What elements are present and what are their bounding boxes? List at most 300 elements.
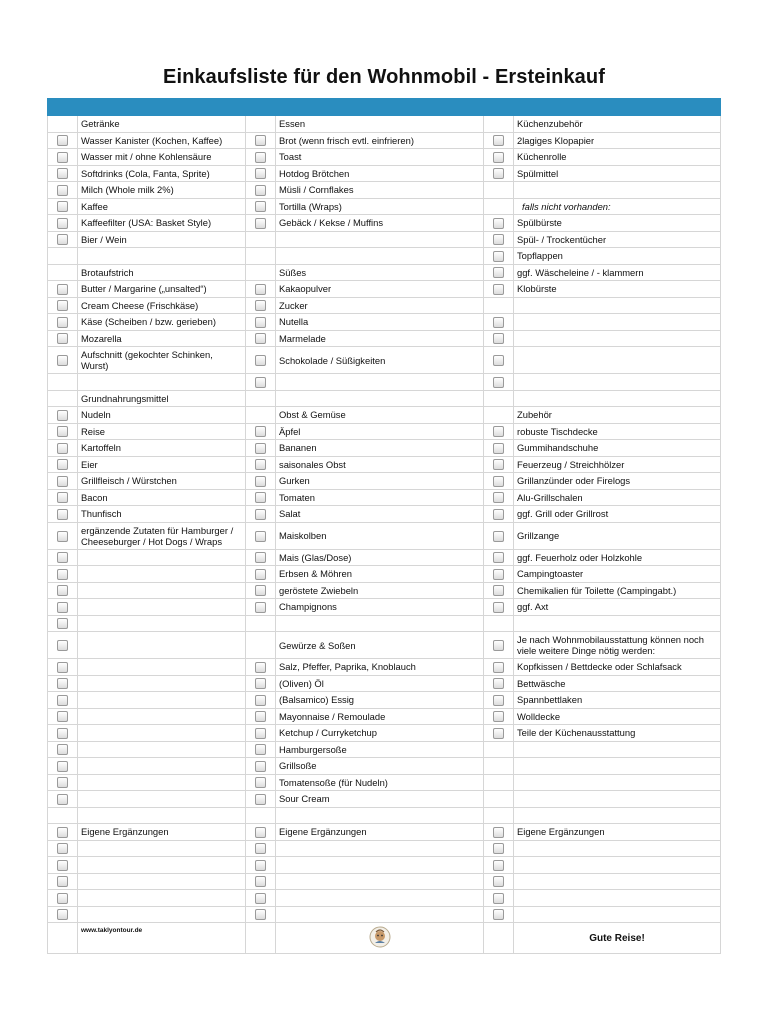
- closing-text: Gute Reise!: [514, 923, 721, 954]
- checkbox-cell: [48, 906, 78, 923]
- item-checkbox[interactable]: [493, 135, 504, 146]
- item-checkbox[interactable]: [57, 201, 68, 212]
- table-row: [48, 248, 721, 265]
- item-label: [78, 675, 246, 692]
- item-checkbox[interactable]: [57, 843, 68, 854]
- item-checkbox[interactable]: [57, 317, 68, 328]
- table-row: [48, 215, 721, 232]
- item-checkbox[interactable]: [255, 662, 266, 673]
- item-label: [276, 374, 484, 391]
- table-row: [48, 615, 721, 632]
- checkbox-cell: [484, 807, 514, 824]
- item-checkbox[interactable]: [57, 678, 68, 689]
- item-checkbox[interactable]: [57, 794, 68, 805]
- item-checkbox[interactable]: [255, 728, 266, 739]
- item-checkbox[interactable]: [255, 476, 266, 487]
- footer-cell: [48, 923, 78, 954]
- checkbox-cell: [484, 489, 514, 506]
- item-checkbox[interactable]: [493, 531, 504, 542]
- table-row: [48, 675, 721, 692]
- checkbox-cell: [246, 456, 276, 473]
- checkbox-cell: [48, 522, 78, 549]
- table-row: [48, 906, 721, 923]
- item-checkbox[interactable]: [255, 201, 266, 212]
- item-checkbox[interactable]: [57, 300, 68, 311]
- item-label: [514, 807, 721, 824]
- item-label: Feuerzeug / Streichhölzer: [514, 456, 721, 473]
- item-checkbox[interactable]: [57, 492, 68, 503]
- item-label: [78, 659, 246, 676]
- item-checkbox[interactable]: [57, 893, 68, 904]
- item-checkbox[interactable]: [255, 492, 266, 503]
- item-label: Campingtoaster: [514, 566, 721, 583]
- checkbox-cell: [246, 599, 276, 616]
- checkbox-cell: [484, 840, 514, 857]
- item-label: Milch (Whole milk 2%): [78, 182, 246, 199]
- item-label: Wasser mit / ohne Kohlensäure: [78, 149, 246, 166]
- item-label: Gummihandschuhe: [514, 440, 721, 457]
- item-checkbox[interactable]: [255, 377, 266, 388]
- checkbox-cell: [484, 599, 514, 616]
- item-checkbox[interactable]: [493, 711, 504, 722]
- item-label: [514, 774, 721, 791]
- item-label: Thunfisch: [78, 506, 246, 523]
- item-label: Kartoffeln: [78, 440, 246, 457]
- item-checkbox[interactable]: [57, 135, 68, 146]
- item-checkbox[interactable]: [57, 333, 68, 344]
- checkbox-cell: [246, 407, 276, 424]
- item-checkbox[interactable]: [255, 569, 266, 580]
- item-checkbox[interactable]: [255, 794, 266, 805]
- item-checkbox[interactable]: [493, 251, 504, 262]
- item-checkbox[interactable]: [255, 761, 266, 772]
- table-row: [48, 314, 721, 331]
- item-label: Hamburgersoße: [276, 741, 484, 758]
- item-checkbox[interactable]: [493, 443, 504, 454]
- table-row: [48, 549, 721, 566]
- checkbox-cell: [48, 281, 78, 298]
- checkbox-cell: [48, 165, 78, 182]
- item-checkbox[interactable]: [57, 585, 68, 596]
- item-checkbox[interactable]: [493, 234, 504, 245]
- item-checkbox[interactable]: [255, 843, 266, 854]
- footer-cell: [246, 923, 276, 954]
- item-checkbox[interactable]: [57, 476, 68, 487]
- footer-row: [48, 923, 721, 954]
- item-label: Bananen: [276, 440, 484, 457]
- checkbox-cell: [48, 374, 78, 391]
- checkbox-cell: [48, 615, 78, 632]
- item-checkbox[interactable]: [255, 333, 266, 344]
- item-checkbox[interactable]: [57, 909, 68, 920]
- checkbox-cell: [48, 116, 78, 133]
- checkbox-cell: [246, 198, 276, 215]
- checkbox-cell: [246, 615, 276, 632]
- table-row: [48, 132, 721, 149]
- checkbox-cell: [484, 456, 514, 473]
- item-label: Essen: [276, 116, 484, 133]
- item-checkbox[interactable]: [493, 377, 504, 388]
- item-checkbox[interactable]: [57, 662, 68, 673]
- table-row: [48, 890, 721, 907]
- item-label: [78, 549, 246, 566]
- item-label: Chemikalien für Toilette (Campingabt.): [514, 582, 721, 599]
- item-checkbox[interactable]: [255, 909, 266, 920]
- checkbox-cell: [246, 231, 276, 248]
- item-checkbox[interactable]: [493, 426, 504, 437]
- page-title: Einkaufsliste für den Wohnmobil - Ersteinkauf: [163, 66, 605, 88]
- item-label: [78, 774, 246, 791]
- item-label: robuste Tischdecke: [514, 423, 721, 440]
- checkbox-cell: [48, 840, 78, 857]
- item-checkbox[interactable]: [493, 509, 504, 520]
- item-checkbox[interactable]: [255, 300, 266, 311]
- item-checkbox[interactable]: [493, 695, 504, 706]
- header-cell: [78, 99, 246, 116]
- item-label: [276, 906, 484, 923]
- checkbox-cell: [246, 708, 276, 725]
- item-checkbox[interactable]: [255, 678, 266, 689]
- item-label: ggf. Axt: [514, 599, 721, 616]
- item-label: [78, 906, 246, 923]
- checkbox-cell: [48, 248, 78, 265]
- item-label: Obst & Gemüse: [276, 407, 484, 424]
- checkbox-cell: [48, 725, 78, 742]
- item-label: geröstete Zwiebeln: [276, 582, 484, 599]
- checkbox-cell: [484, 248, 514, 265]
- checkbox-cell: [48, 264, 78, 281]
- item-checkbox[interactable]: [493, 640, 504, 651]
- item-checkbox[interactable]: [493, 492, 504, 503]
- item-label: Schokolade / Süßigkeiten: [276, 347, 484, 374]
- checkbox-cell: [484, 758, 514, 775]
- table-row: [48, 456, 721, 473]
- item-label: [78, 873, 246, 890]
- item-label: [514, 347, 721, 374]
- item-label: [514, 741, 721, 758]
- item-label: Aufschnitt (gekochter Schinken, Wurst): [78, 347, 246, 374]
- item-label: Softdrinks (Cola, Fanta, Sprite): [78, 165, 246, 182]
- item-checkbox[interactable]: [255, 317, 266, 328]
- checkbox-cell: [48, 506, 78, 523]
- checkbox-cell: [484, 132, 514, 149]
- item-checkbox[interactable]: [255, 284, 266, 295]
- checkbox-cell: [246, 857, 276, 874]
- table-row: [48, 692, 721, 709]
- item-checkbox[interactable]: [255, 355, 266, 366]
- item-checkbox[interactable]: [57, 531, 68, 542]
- item-checkbox[interactable]: [493, 602, 504, 613]
- item-checkbox[interactable]: [57, 569, 68, 580]
- item-checkbox[interactable]: [255, 531, 266, 542]
- checkbox-cell: [484, 582, 514, 599]
- item-label: [514, 906, 721, 923]
- item-checkbox[interactable]: [493, 662, 504, 673]
- item-label: [276, 840, 484, 857]
- item-checkbox[interactable]: [255, 827, 266, 838]
- checkbox-cell: [484, 506, 514, 523]
- checkbox-cell: [246, 824, 276, 841]
- checkbox-cell: [48, 423, 78, 440]
- checkbox-cell: [246, 440, 276, 457]
- item-checkbox[interactable]: [57, 711, 68, 722]
- item-label: Spül- / Trockentücher: [514, 231, 721, 248]
- table-row: [48, 774, 721, 791]
- item-label: Äpfel: [276, 423, 484, 440]
- item-label: [78, 374, 246, 391]
- checkbox-cell: [484, 725, 514, 742]
- checkbox-cell: [484, 440, 514, 457]
- checkbox-cell: [484, 873, 514, 890]
- table-row: [48, 198, 721, 215]
- taklyontour-logo-icon: [369, 926, 391, 948]
- item-checkbox[interactable]: [255, 135, 266, 146]
- item-label: Nudeln: [78, 407, 246, 424]
- item-label: Tomatensoße (für Nudeln): [276, 774, 484, 791]
- item-label: Wolldecke: [514, 708, 721, 725]
- item-checkbox[interactable]: [493, 728, 504, 739]
- checkbox-cell: [246, 215, 276, 232]
- item-checkbox[interactable]: [255, 711, 266, 722]
- item-label: [78, 758, 246, 775]
- item-checkbox[interactable]: [255, 426, 266, 437]
- checkbox-cell: [484, 264, 514, 281]
- item-checkbox[interactable]: [493, 569, 504, 580]
- website-url: www.taklyontour.de: [78, 923, 246, 954]
- item-checkbox[interactable]: [57, 218, 68, 229]
- item-label: Alu-Grillschalen: [514, 489, 721, 506]
- table-row: [48, 659, 721, 676]
- item-checkbox[interactable]: [493, 552, 504, 563]
- item-checkbox[interactable]: [57, 744, 68, 755]
- item-checkbox[interactable]: [255, 585, 266, 596]
- checkbox-cell: [484, 659, 514, 676]
- item-checkbox[interactable]: [57, 284, 68, 295]
- item-label: Mozarella: [78, 330, 246, 347]
- item-checkbox[interactable]: [57, 876, 68, 887]
- item-label: Kopfkissen / Bettdecke oder Schlafsack: [514, 659, 721, 676]
- checkbox-cell: [48, 890, 78, 907]
- item-label: Brot (wenn frisch evtl. einfrieren): [276, 132, 484, 149]
- checkbox-cell: [484, 281, 514, 298]
- item-checkbox[interactable]: [255, 218, 266, 229]
- table-row: [48, 231, 721, 248]
- header-cell: [514, 99, 721, 116]
- item-label: Grillanzünder oder Firelogs: [514, 473, 721, 490]
- item-checkbox[interactable]: [57, 827, 68, 838]
- checkbox-cell: [246, 489, 276, 506]
- checkbox-cell: [484, 374, 514, 391]
- checkbox-cell: [246, 890, 276, 907]
- item-checkbox[interactable]: [255, 168, 266, 179]
- item-label: [514, 182, 721, 199]
- item-checkbox[interactable]: [255, 185, 266, 196]
- checkbox-cell: [48, 632, 78, 659]
- item-checkbox[interactable]: [255, 777, 266, 788]
- item-label: Cream Cheese (Frischkäse): [78, 297, 246, 314]
- item-checkbox[interactable]: [57, 640, 68, 651]
- table-row: [48, 423, 721, 440]
- table-row: [48, 297, 721, 314]
- checkbox-cell: [484, 297, 514, 314]
- item-checkbox[interactable]: [255, 893, 266, 904]
- item-checkbox[interactable]: [493, 218, 504, 229]
- item-checkbox[interactable]: [57, 509, 68, 520]
- item-checkbox[interactable]: [57, 443, 68, 454]
- item-label: [78, 692, 246, 709]
- table-row: [48, 473, 721, 490]
- item-checkbox[interactable]: [57, 618, 68, 629]
- checkbox-cell: [48, 198, 78, 215]
- item-checkbox[interactable]: [493, 333, 504, 344]
- item-checkbox[interactable]: [493, 860, 504, 871]
- item-label: [276, 857, 484, 874]
- item-label: Tortilla (Wraps): [276, 198, 484, 215]
- item-label: [514, 857, 721, 874]
- item-checkbox[interactable]: [57, 602, 68, 613]
- item-checkbox[interactable]: [493, 843, 504, 854]
- item-label: Küchenzubehör: [514, 116, 721, 133]
- item-checkbox[interactable]: [255, 509, 266, 520]
- checkbox-cell: [48, 857, 78, 874]
- item-label: Wasser Kanister (Kochen, Kaffee): [78, 132, 246, 149]
- item-label: ergänzende Zutaten für Hamburger / Cheeseburger / Hot Dogs / Wraps: [78, 522, 246, 549]
- item-label: Sour Cream: [276, 791, 484, 808]
- checkbox-cell: [246, 165, 276, 182]
- table-row: [48, 566, 721, 583]
- checkbox-cell: [48, 566, 78, 583]
- table-row: [48, 741, 721, 758]
- shopping-list-body: [48, 99, 721, 923]
- item-checkbox[interactable]: [57, 459, 68, 470]
- item-checkbox[interactable]: [255, 459, 266, 470]
- item-label: [78, 741, 246, 758]
- item-checkbox[interactable]: [57, 355, 68, 366]
- item-checkbox[interactable]: [57, 234, 68, 245]
- item-checkbox[interactable]: [493, 585, 504, 596]
- item-label: Süßes: [276, 264, 484, 281]
- item-label: [276, 248, 484, 265]
- item-checkbox[interactable]: [493, 168, 504, 179]
- item-label: [276, 231, 484, 248]
- item-checkbox[interactable]: [255, 152, 266, 163]
- item-checkbox[interactable]: [57, 728, 68, 739]
- item-checkbox[interactable]: [255, 443, 266, 454]
- item-checkbox[interactable]: [255, 744, 266, 755]
- checkbox-cell: [48, 440, 78, 457]
- item-checkbox[interactable]: [493, 152, 504, 163]
- table-row: [48, 708, 721, 725]
- item-label: [78, 890, 246, 907]
- table-row: [48, 330, 721, 347]
- item-label: Gebäck / Kekse / Muffins: [276, 215, 484, 232]
- item-checkbox[interactable]: [57, 777, 68, 788]
- item-label: [78, 857, 246, 874]
- item-checkbox[interactable]: [255, 552, 266, 563]
- item-checkbox[interactable]: [493, 909, 504, 920]
- checkbox-cell: [48, 824, 78, 841]
- item-label: Spannbettlaken: [514, 692, 721, 709]
- item-label: [514, 873, 721, 890]
- checkbox-cell: [48, 659, 78, 676]
- item-label: Klobürste: [514, 281, 721, 298]
- item-checkbox[interactable]: [57, 185, 68, 196]
- item-checkbox[interactable]: [493, 267, 504, 278]
- checkbox-cell: [484, 774, 514, 791]
- item-label: Maiskolben: [276, 522, 484, 549]
- table-row: [48, 582, 721, 599]
- item-label: Grillzange: [514, 522, 721, 549]
- checkbox-cell: [246, 297, 276, 314]
- checkbox-cell: [48, 456, 78, 473]
- item-label: Grundnahrungsmittel: [78, 390, 246, 407]
- item-label: Mais (Glas/Dose): [276, 549, 484, 566]
- checkbox-cell: [246, 659, 276, 676]
- item-checkbox[interactable]: [57, 552, 68, 563]
- item-checkbox[interactable]: [57, 695, 68, 706]
- item-checkbox[interactable]: [493, 459, 504, 470]
- checkbox-cell: [246, 149, 276, 166]
- item-label: [78, 615, 246, 632]
- header-cell: [246, 99, 276, 116]
- item-checkbox[interactable]: [57, 410, 68, 421]
- checkbox-cell: [48, 489, 78, 506]
- item-checkbox[interactable]: [57, 168, 68, 179]
- item-label: Spülbürste: [514, 215, 721, 232]
- checkbox-cell: [246, 314, 276, 331]
- item-label: Ketchup / Curryketchup: [276, 725, 484, 742]
- table-row: [48, 264, 721, 281]
- table-row: [48, 149, 721, 166]
- checkbox-cell: [484, 231, 514, 248]
- checkbox-cell: [484, 615, 514, 632]
- checkbox-cell: [484, 347, 514, 374]
- item-label: Marmelade: [276, 330, 484, 347]
- item-checkbox[interactable]: [57, 426, 68, 437]
- item-checkbox[interactable]: [493, 317, 504, 328]
- item-checkbox[interactable]: [57, 860, 68, 871]
- item-checkbox[interactable]: [493, 876, 504, 887]
- item-checkbox[interactable]: [493, 827, 504, 838]
- item-checkbox[interactable]: [493, 893, 504, 904]
- checkbox-cell: [484, 149, 514, 166]
- item-checkbox[interactable]: [493, 678, 504, 689]
- item-label: Zucker: [276, 297, 484, 314]
- item-label: Brotaufstrich: [78, 264, 246, 281]
- item-checkbox[interactable]: [493, 355, 504, 366]
- item-label: Bacon: [78, 489, 246, 506]
- item-checkbox[interactable]: [57, 761, 68, 772]
- checkbox-cell: [246, 423, 276, 440]
- item-checkbox[interactable]: [493, 284, 504, 295]
- item-checkbox[interactable]: [255, 860, 266, 871]
- checkbox-cell: [48, 549, 78, 566]
- checkbox-cell: [48, 473, 78, 490]
- checkbox-cell: [484, 890, 514, 907]
- table-row: [48, 374, 721, 391]
- item-checkbox[interactable]: [57, 152, 68, 163]
- item-checkbox[interactable]: [493, 476, 504, 487]
- checkbox-cell: [484, 473, 514, 490]
- item-label: [78, 248, 246, 265]
- item-label: Tomaten: [276, 489, 484, 506]
- item-checkbox[interactable]: [255, 876, 266, 887]
- item-checkbox[interactable]: [255, 695, 266, 706]
- item-checkbox[interactable]: [255, 602, 266, 613]
- item-label: [514, 840, 721, 857]
- checkbox-cell: [246, 632, 276, 659]
- item-label: Bier / Wein: [78, 231, 246, 248]
